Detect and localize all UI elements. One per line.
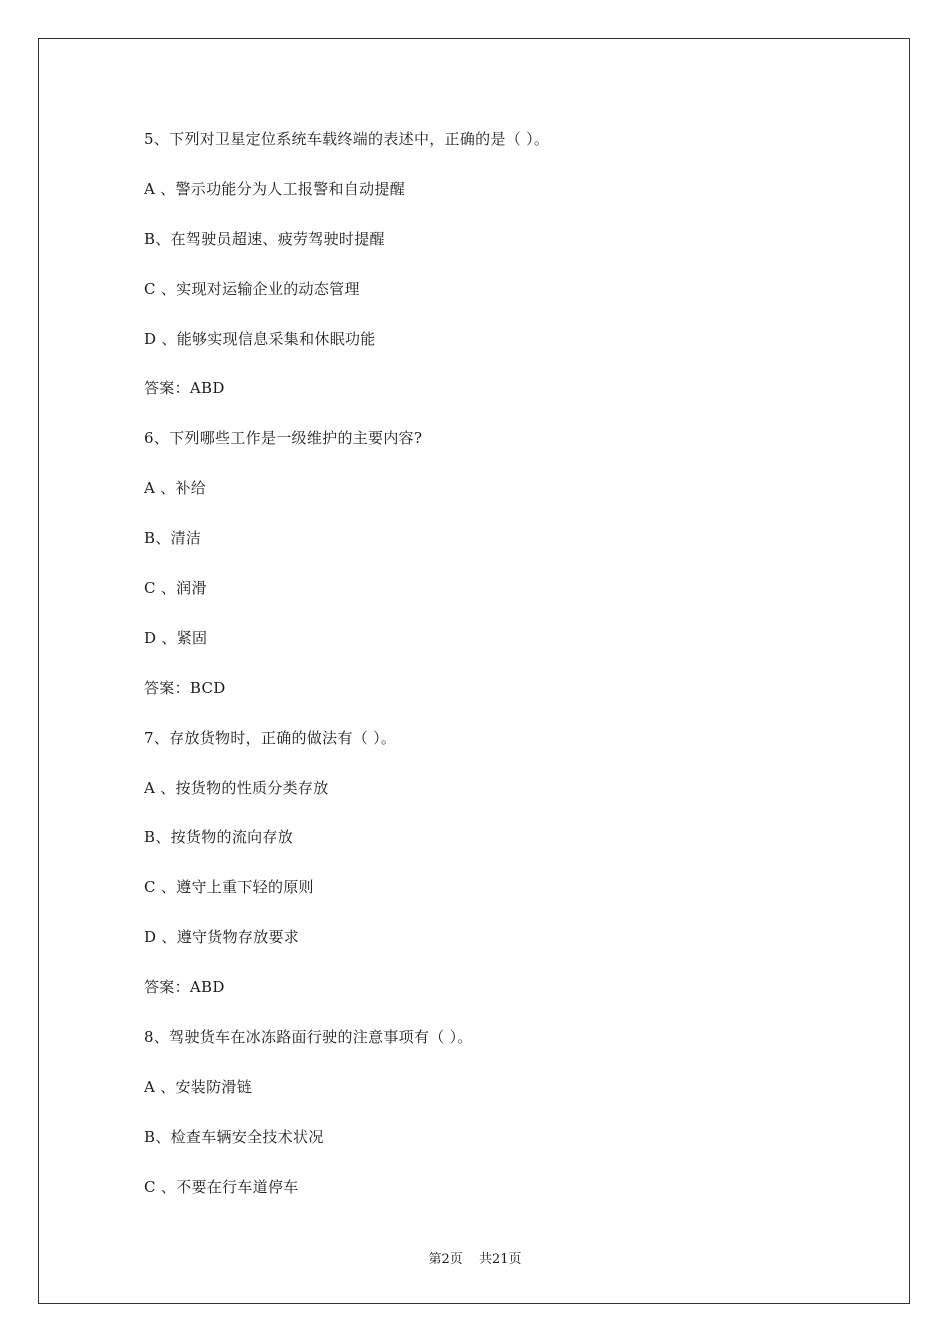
answer: 答案：ABD: [144, 379, 225, 398]
option-c: C 、润滑: [144, 579, 207, 598]
option-b: B、检查车辆安全技术状况: [144, 1127, 324, 1146]
option-b: B、清洁: [144, 529, 202, 548]
question-stem: 8、驾驶货车在冰冻路面行驶的注意事项有（ ）。: [144, 1028, 473, 1047]
option-c: C 、遵守上重下轻的原则: [144, 878, 314, 897]
option-a: A 、安装防滑链: [144, 1077, 253, 1096]
option-d: D 、紧固: [144, 628, 208, 647]
page-footer: [0, 1248, 950, 1267]
answer: 答案：ABD: [144, 978, 225, 997]
question-list: [144, 128, 844, 1226]
option-d: D 、遵守货物存放要求: [144, 928, 300, 947]
page-number: 第2页: [428, 1252, 463, 1267]
question-stem: 5、下列对卫星定位系统车载终端的表述中，正确的是（ ）。: [144, 130, 550, 148]
question-stem: 7、存放货物时，正确的做法有（ ）。: [144, 728, 397, 747]
option-c: C 、不要在行车道停车: [144, 1177, 299, 1196]
option-a: A 、警示功能分为人工报警和自动提醒: [144, 179, 406, 198]
option-b: B、按货物的流向存放: [144, 828, 294, 847]
question-stem: 6、下列哪些工作是一级维护的主要内容?: [144, 429, 423, 448]
option-b: B、在驾驶员超速、疲劳驾驶时提醒: [144, 229, 385, 248]
option-a: A 、补给: [144, 479, 207, 498]
answer: 答案：BCD: [144, 678, 226, 697]
option-d: D 、能够实现信息采集和休眠功能: [144, 329, 376, 348]
option-c: C 、实现对运输企业的动态管理: [144, 279, 360, 298]
option-a: A 、按货物的性质分类存放: [144, 778, 329, 797]
page-total: 共21页: [478, 1252, 522, 1267]
